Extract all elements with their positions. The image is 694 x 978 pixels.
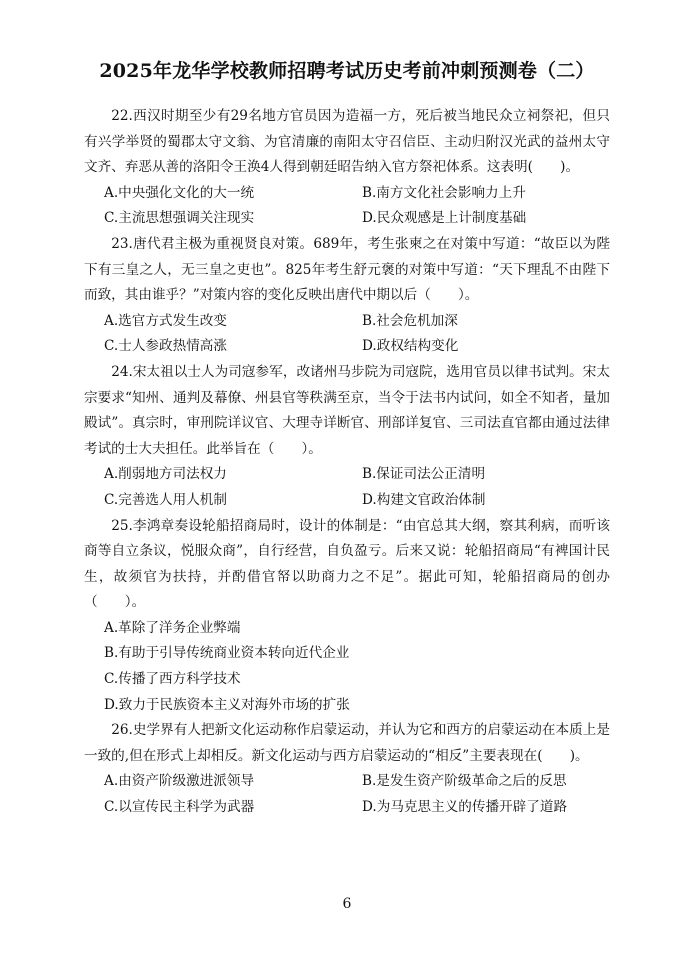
question-25-option-d[interactable]: D.致力于民族资本主义对海外市场的扩张 xyxy=(104,696,350,713)
question-25-stem: 25.李鸿章奏设轮船招商局时，设计的体制是：“由官总其大纲，察其利病，而听该商等自立条议，悦服众商”，自行经营，自负盈亏。后来又说：轮船招商局“有裨国计民生，故须官为扶持，并酌借官帑以助商力之不足”。据此可知，轮船招商局的创办（ ）。 xyxy=(84,517,610,611)
question-list xyxy=(84,104,610,821)
question-23-option-d[interactable]: D.政权结构变化 xyxy=(362,338,459,355)
question-22-stem: 22.西汉时期至少有29名地方官员因为造福一方，死后被当地民众立祠祭祀，但只有兴学举贤的蜀郡太守文翁、为官清廉的南阳太守召信臣、主动归附汉光武的益州太守文齐、弃恶从善的洛阳令王涣4人得到朝廷昭告纳入官方祭祀体系。这表明( )。 xyxy=(84,108,610,176)
question-24-option-a[interactable]: A.削弱地方司法权力 xyxy=(104,466,227,483)
question-23-option-a[interactable]: A.选官方式发生改变 xyxy=(104,312,227,329)
question-26-options-row-1 xyxy=(84,769,610,795)
question-23-option-c[interactable]: C.士人参政热情高涨 xyxy=(104,338,227,355)
question-26-option-c[interactable]: C.以宣传民主科学为武器 xyxy=(104,799,255,816)
question-22-options-row-2 xyxy=(84,206,610,232)
question-22-option-c[interactable]: C.主流思想强调关注现实 xyxy=(104,210,255,227)
question-24-option-d[interactable]: D.构建文官政治体制 xyxy=(362,491,486,508)
question-23-options-row-1 xyxy=(84,309,610,335)
question-26-option-a[interactable]: A.由资产阶级激进派领导 xyxy=(104,773,255,790)
page-number: 6 xyxy=(342,896,352,912)
question-25-option-b[interactable]: B.有助于引导传统商业资本转向近代企业 xyxy=(104,645,350,662)
question-25-option-c[interactable]: C.传播了西方科学技术 xyxy=(104,671,241,688)
question-24-option-b[interactable]: B.保证司法公正清明 xyxy=(362,466,486,483)
question-22-option-d[interactable]: D.民众观感是上计制度基础 xyxy=(362,210,527,227)
question-23-stem: 23.唐代君主极为重视贤良对策。689年，考生张柬之在对策中写道：“故臣以为陛下有三皇之人，无三皇之吏也”。825年考生舒元褒的对策中写道：“天下理乱不由陛下而致，其由谁乎？”对策内容的变化反映出唐代中期以后（ ）。 xyxy=(84,235,610,304)
question-26-options-row-2 xyxy=(84,795,610,821)
question-24-stem: 24.宋太祖以士人为司寇参军，改诸州马步院为司寇院，选用官员以律书试判。宋太宗要求“知州、通判及幕僚、州县官等秩满至京，当令于法书内试问，如全不知者，量加殿试”。真宗时，审刑院详议官、大理寺详断官、刑部详复官、三司法直官都由通过法律考试的士大夫担任。此举旨在（ ）。 xyxy=(84,363,610,457)
question-24-option-c[interactable]: C.完善选人用人机制 xyxy=(104,491,227,508)
question-25-option-a[interactable]: A.革除了洋务企业弊端 xyxy=(104,619,241,636)
question-26-stem: 26.史学界有人把新文化运动称作启蒙运动，并认为它和西方的启蒙运动在本质上是一致的,但在形式上却相反。新文化运动与西方启蒙运动的“相反”主要表现在( )。 xyxy=(84,722,610,764)
question-22-option-a[interactable]: A.中央强化文化的大一统 xyxy=(104,184,255,201)
question-26-option-d[interactable]: D.为马克思主义的传播开辟了道路 xyxy=(362,799,568,816)
question-23-option-b[interactable]: B.社会危机加深 xyxy=(362,312,458,329)
question-22-options-row-1 xyxy=(84,181,610,207)
page-title: 2025年龙华学校教师招聘考试历史考前冲刺预测卷（二） xyxy=(99,60,595,82)
question-22-option-b[interactable]: B.南方文化社会影响力上升 xyxy=(362,184,526,201)
question-24-options-row-1 xyxy=(84,462,610,488)
question-24-options-row-2 xyxy=(84,488,610,514)
question-23-options-row-2 xyxy=(84,334,610,360)
question-26-option-b[interactable]: B.是发生资产阶级革命之后的反思 xyxy=(362,773,567,790)
